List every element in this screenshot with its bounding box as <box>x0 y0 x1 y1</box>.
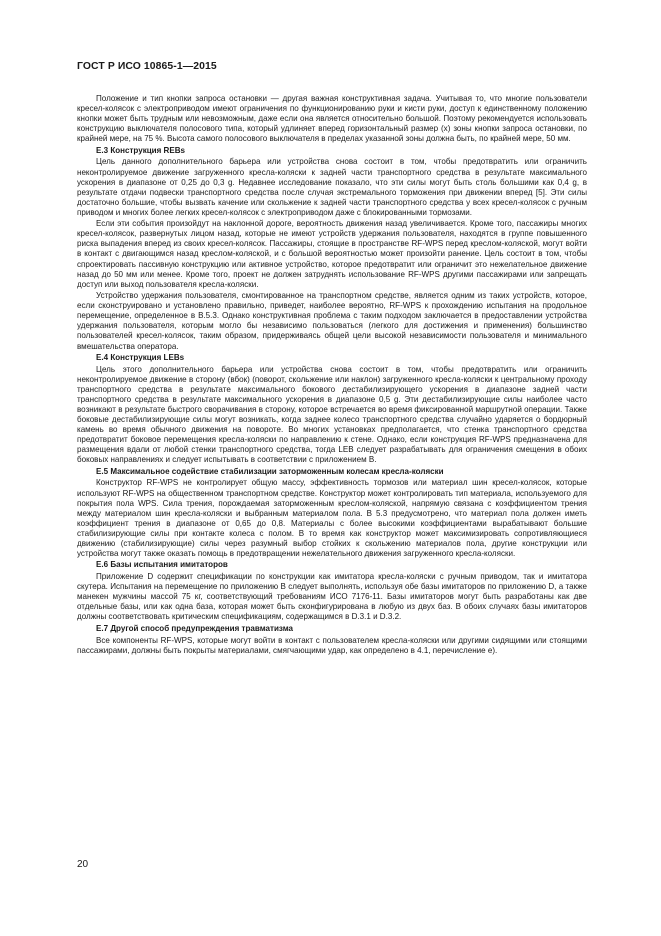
paragraph-stop-button: Положение и тип кнопки запроса остановки — другая важная конструктивная задача. Учитывая то, что многие пользователи кресел-колясок с электроприводом имеют ограничения по функционированию руки и кисти руки, доступ к единственному положению кнопки может быть трудным или невозможным, даже если она является относительно большой. Поэтому рекомендуется использовать конструкцию выключателя полосового типа, который удлиняет вперед горизонтальный размер (x) зоны кнопки запроса остановки, по крайней мере, на 75 %. Высота самого полосового выключателя в пределах указанной зоны должна быть, по крайней мере, 50 мм. <box>77 94 587 144</box>
paragraph-leb-purpose: Цель этого дополнительного барьера или устройства снова состоит в том, чтобы предотвратить или ограничить неконтролируемое движение в сторону (вбок) (поворот, скольжение или наклон) загруженного кресла-коляски к центральному проходу транспортного средства в результате максимального бокового дестабилизирующего ускорения в диапазоне задней части транспортного средства в результате максимального ускорения в диапазоне 0,5 g. Эти дестабилизирующие силы наиболее часто возникают в результате быстрого сворачивания в сторону, которое встречается во время фиксированной маршрутной операции. Также боковые дестабилизирующие силы могут возникать, когда заднее колесо транспортного средства случайно ударяется о бордюрный камень во время обычного движения на повороте. Во многих установках предполагается, что стенка транспортного средства предотвратит боковое перемещения кресла-коляски по направлению к стене. Однако, если конструкция RF-WPS предназначена для размещения вдали от любой стенки транспортного средства, тогда LEB следует разрабатывать для ограничения смещения в обоих боковых направлениях и следует испытывать в соответствии с приложением В. <box>77 364 587 465</box>
paragraph-floor-friction: Конструктор RF-WPS не контролирует общую массу, эффективность тормозов или материал шин кресел-колясок, которые используют RF-WPS на общественном транспортном средстве. Конструктор может контролировать тип материала, используемого для покрытия пола WPS. Сила трения, порождаемая заторможенным креслом-коляской, напрямую связана с коэффициентом трения между материалом шин кресла-коляски и выбранным материалом пола. В 5.3 предусмотрено, что материал пола должен иметь коэффициент трения в диапазоне от 0,65 до 0,8. Материалы с более высокими коэффициентами вырабатывают большие стабилизирующие силы при контакте колеса с полом. В то время как конструктор может максимизировать сопротивляющиеся движению (стабилизирующие) силы через разумный выбор стойких к скольжению материалов пола, другие конструкции или устройства могут также оказать помощь в предотвращении нежелательного движения загруженного кресла-коляски. <box>77 478 587 558</box>
paragraph-injury-prevention: Все компоненты RF-WPS, которые могут войти в контакт с пользователем кресла-коляски или другими сидящими или стоящими пассажирами, должны быть покрыты материалами, смягчающими удар, как определено в 4.1, перечисление е). <box>77 635 587 655</box>
paragraph-reb-restraint: Устройство удержания пользователя, смонтированное на транспортном средстве, является одним из таких устройств, которое, если сконструировано и установлено правильно, приведет, наиболее вероятно, RF-WPS к прохождению испытания на продольное перемещение, определенное в В.5.3. Однако конструктивная проблема с таким подходом заключается в предоставлении устройства удержания пользователя, которым могло бы независимо пользоваться (легкого для достижения и применения) большинство пользователей кресел-колясок, таким образом, придерживаясь общей цели высокой независимости пользователя и минимального вмешательства оператора. <box>77 291 587 351</box>
document-body <box>77 94 587 657</box>
page-number: 20 <box>77 859 89 870</box>
paragraph-simulator-bases: Приложение D содержит спецификации по конструкции как имитатора кресла-коляски с ручным приводом, так и имитатора скутера. Испытания на перемещение по приложению В следует выполнять, используя обе базы имитаторов по приложению D, а также манекен мужчины массой 75 кг, соответствующий требованиям ИСО 7176-11. Базы имитаторов могут быть разработаны как две отдельные базы, или как одна база, которая может быть сконфигурирована в любую из двух баз. В обоих случаях базы имитаторов должны соответствовать критическим спецификациям, содержащимся в D.3.1 и D.3.2. <box>77 572 587 622</box>
section-heading-e4: Е.4 Конструкция LEBs <box>96 353 185 363</box>
section-heading-e5: Е.5 Максимальное содействие стабилизации заторможенным колесам кресла-коляски <box>96 466 444 476</box>
paragraph-reb-purpose: Цель данного дополнительного барьера или устройства снова состоит в том, чтобы предотвратить или ограничить неконтролируемое движение загруженного кресла-коляски к задней части транспортного средства в результате максимального ускорения в диапазоне от 0,25 до 0,3 g. Недавнее исследование показало, что эти силы могут быть столь большими как 0,4 g, в результате отдачи подвески транспортного средства после случая экстремального торможения при движении вперед [5]. Эти силы достаточно большие, чтобы вызвать качение или скольжение к задней части транспортного средства у всех кресел-колясок с ручным приводом и многих более легких кресел-колясок с электроприводом даже с блокированными тормозами. <box>77 157 587 217</box>
section-heading-e3: Е.3 Конструкция REBs <box>96 145 186 155</box>
section-heading-e6: Е.6 Базы испытания имитаторов <box>96 560 228 570</box>
document-header: ГОСТ Р ИСО 10865-1—2015 <box>77 61 217 72</box>
section-heading-e7: Е.7 Другой способ предупреждения травматизма <box>96 623 294 633</box>
paragraph-reb-risk: Если эти события произойдут на наклонной дороге, вероятность движения назад увеличивается. Кроме того, пассажиры многих кресел-колясок, развернутых лицом назад, которые не имеют устройств удержания пользователя, находятся в группе повышенного риска выпадения вперед из своих кресел-колясок. Пассажиры, стоящие в пространстве RF-WPS перед креслом-коляской, могут войти в контакт с двигающимся назад креслом-коляской, и с большой вероятностью может произойти ранение. Цель состоит в том, чтобы спроектировать пассивную конструкцию или активное устройство, которое предотвратит или ограничит это нежелательное движение назад до 50 мм или менее. Кроме того, проект не должен затруднять использование RF-WPS другими пассажирами или запрещать доступ или выход пользователя кресла-коляски. <box>77 219 587 289</box>
